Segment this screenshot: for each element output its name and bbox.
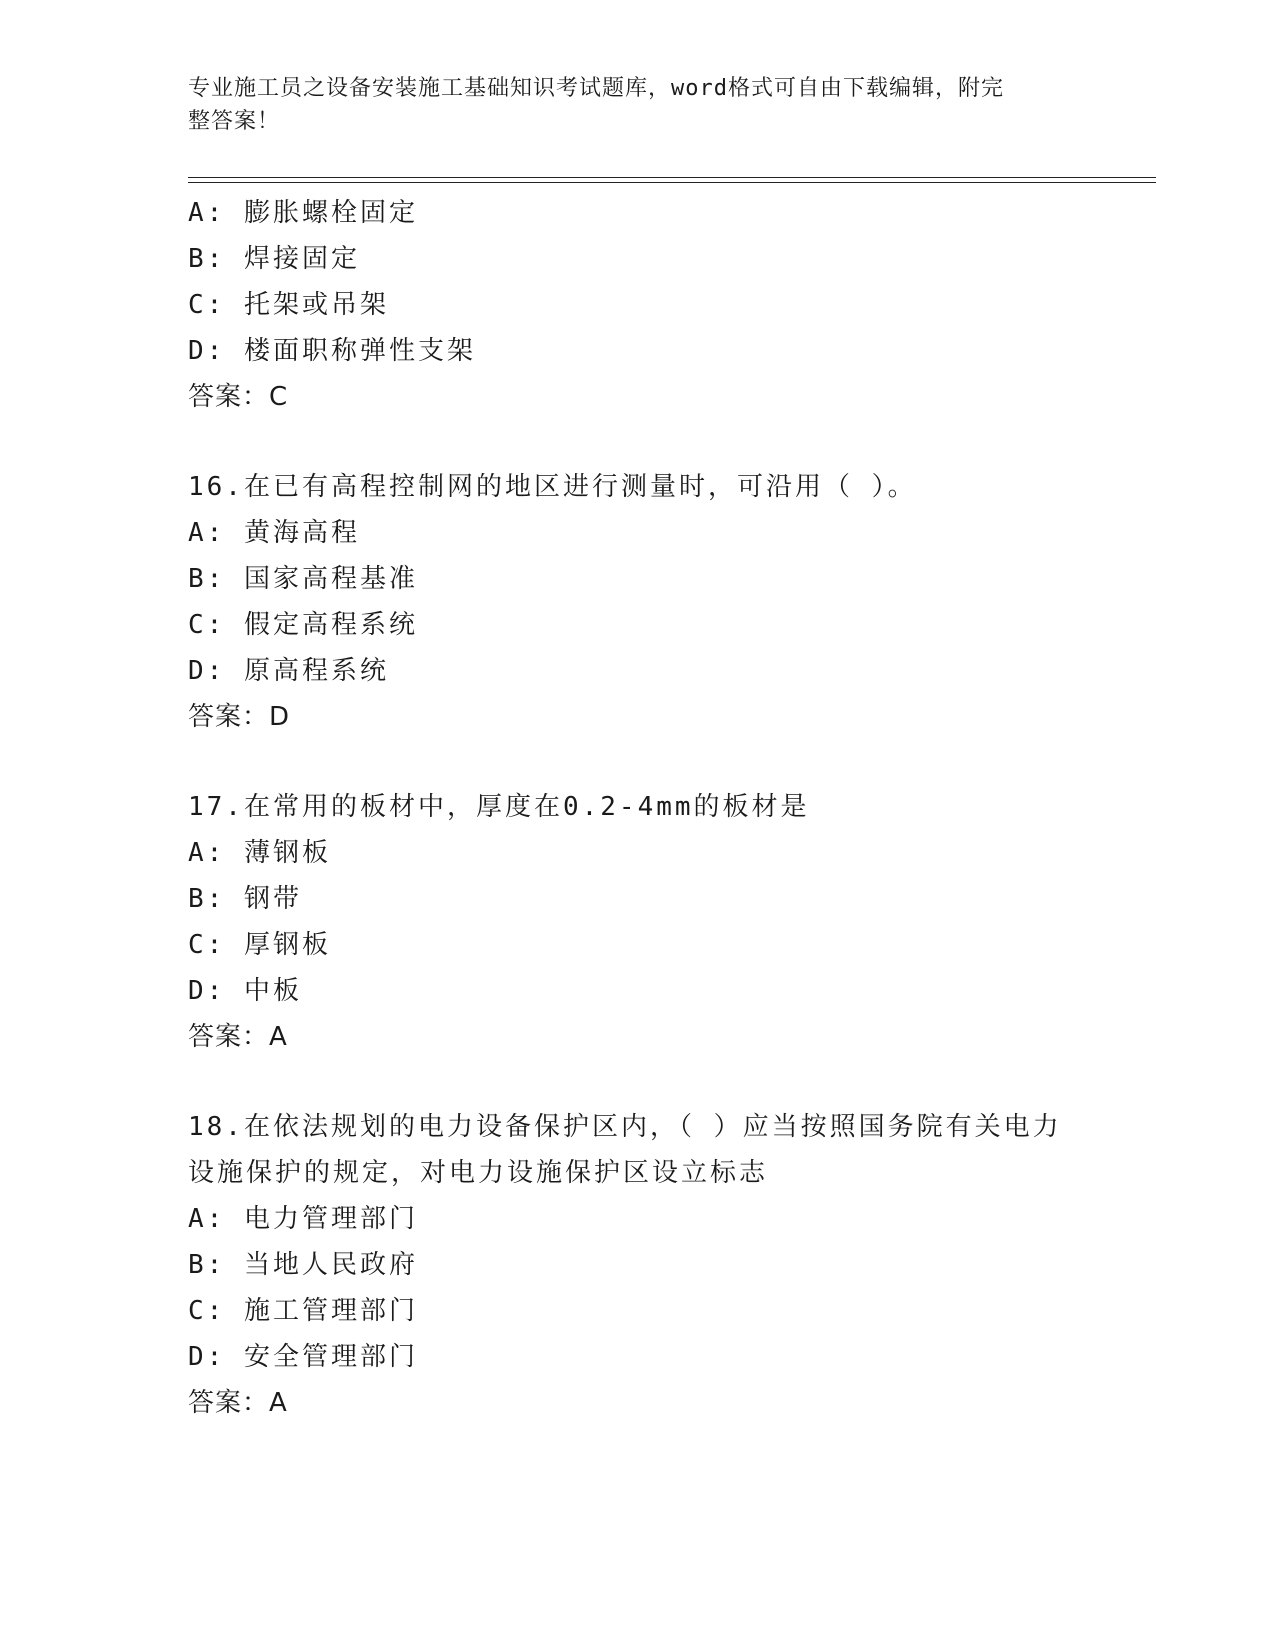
option-b: B: 国家高程基准 — [188, 564, 418, 594]
answer-text: 答案：C — [188, 382, 289, 412]
question-list — [188, 190, 1088, 1426]
option-b: B: 当地人民政府 — [188, 1250, 418, 1280]
question-17 — [188, 784, 1088, 1060]
answer-text: 答案：A — [188, 1022, 288, 1052]
option-c: C: 施工管理部门 — [188, 1296, 418, 1326]
question-stem-line-2: 设施保护的规定，对电力设施保护区设立标志 — [188, 1158, 769, 1188]
header-line-2: 整答案！ — [188, 109, 281, 134]
question-stem-line-1: 18.在依法规划的电力设备保护区内，（ ）应当按照国务院有关电力 — [188, 1112, 1062, 1142]
header-divider-bottom — [188, 182, 1156, 183]
header-divider-top — [188, 177, 1156, 178]
option-d: D: 原高程系统 — [188, 656, 389, 686]
option-d: D: 安全管理部门 — [188, 1342, 418, 1372]
header-line-1: 专业施工员之设备安装施工基础知识考试题库，word格式可自由下载编辑，附完 — [188, 76, 1004, 101]
option-d: D: 楼面职称弹性支架 — [188, 336, 476, 366]
question-stem: 16.在已有高程控制网的地区进行测量时，可沿用（ ）。 — [188, 472, 917, 502]
option-b: B: 钢带 — [188, 884, 302, 914]
document-header — [188, 72, 1068, 138]
question-stem: 17.在常用的板材中，厚度在0.2-4mm的板材是 — [188, 792, 810, 822]
option-a: A: 黄海高程 — [188, 518, 360, 548]
option-a: A: 薄钢板 — [188, 838, 331, 868]
option-c: C: 假定高程系统 — [188, 610, 418, 640]
option-b: B: 焊接固定 — [188, 244, 360, 274]
option-d: D: 中板 — [188, 976, 302, 1006]
option-c: C: 托架或吊架 — [188, 290, 389, 320]
question-16 — [188, 464, 1088, 740]
question-15 — [188, 190, 1088, 420]
option-c: C: 厚钢板 — [188, 930, 331, 960]
answer-text: 答案：A — [188, 1388, 288, 1418]
option-a: A: 电力管理部门 — [188, 1204, 418, 1234]
option-a: A: 膨胀螺栓固定 — [188, 198, 418, 228]
question-18 — [188, 1104, 1088, 1426]
answer-text: 答案：D — [188, 702, 291, 732]
